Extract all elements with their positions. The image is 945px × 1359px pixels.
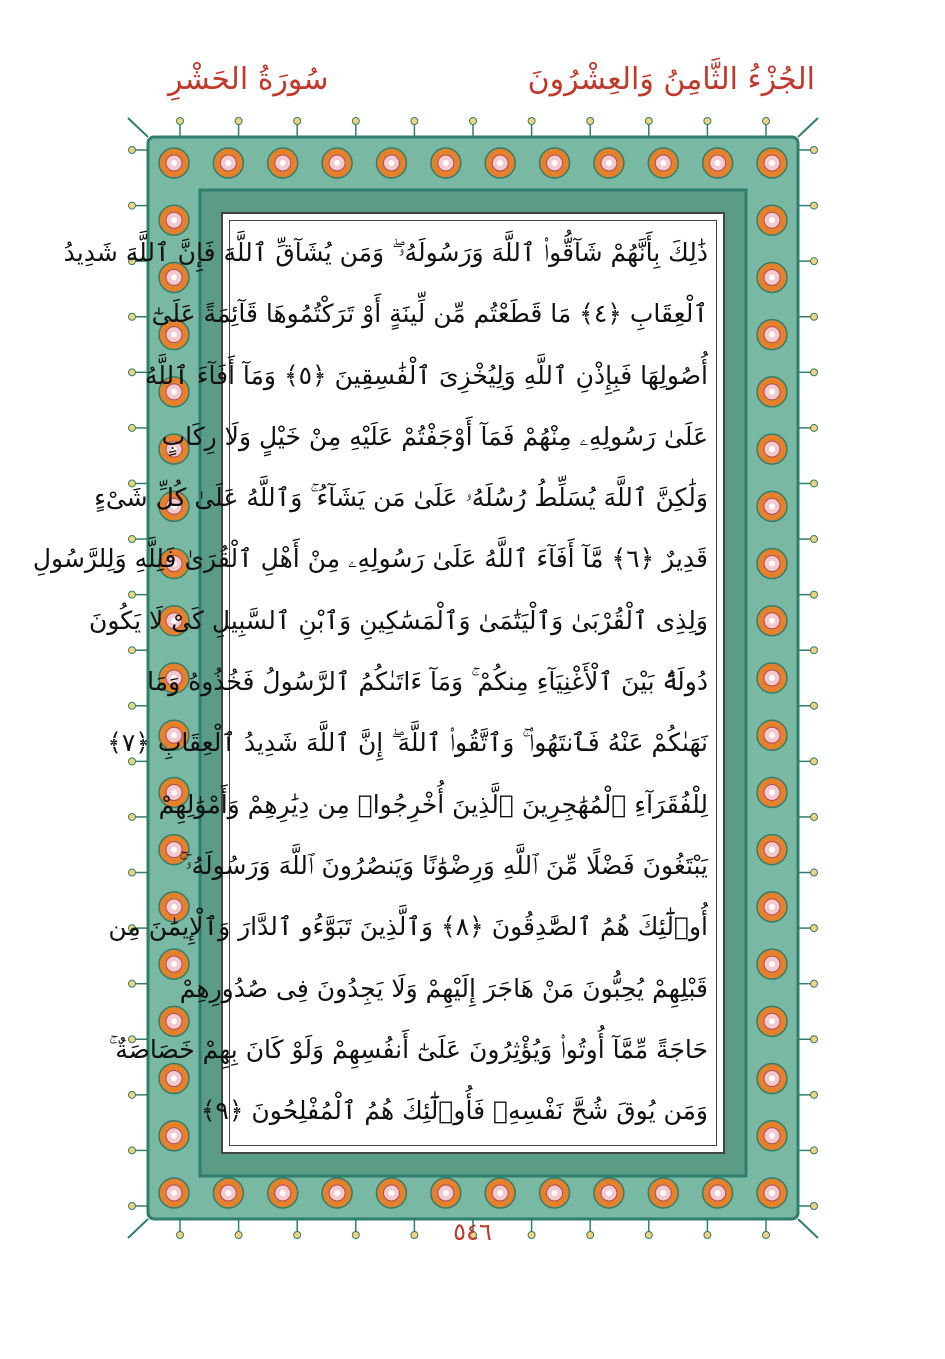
finial-icon	[235, 118, 242, 138]
finial-icon	[763, 118, 770, 138]
finial-icon	[129, 147, 149, 154]
text-line: عَلَىٰ رَسُولِهِۦ مِنْهُمْ فَمَآ أَوْجَفْتُمْ عَلَيْهِ مِنْ خَيْلٍ وَلَا رِكَابٍ	[161, 421, 708, 451]
border-motif-icon	[322, 148, 352, 178]
border-motif-icon	[757, 892, 787, 922]
border-motif-icon	[757, 663, 787, 693]
finial-icon	[129, 202, 149, 209]
border-motif-icon	[757, 377, 787, 407]
text-line: يَبْتَغُونَ فَضْلًا مِّنَ ٱللَّهِ وَرِضْوَٰنًا وَيَنصُرُونَ ٱللَّهَ وَرَسُولَهُۥٓ ۚ	[179, 850, 708, 880]
border-motif-icon	[757, 1006, 787, 1036]
border-motif-icon	[703, 1178, 733, 1208]
border-motif-icon	[757, 320, 787, 350]
finial-icon	[798, 758, 818, 765]
border-motif-icon	[268, 148, 298, 178]
finial-icon	[798, 480, 818, 487]
border-motif-icon	[757, 434, 787, 464]
border-motif-icon	[540, 148, 570, 178]
border-motif-icon	[540, 1178, 570, 1208]
text-line: قَدِيرٌ ﴿٦﴾ مَّآ أَفَآءَ ٱللَّهُ عَلَىٰ رَسُولِهِۦ مِنْ أَهْلِ ٱلْقُرَىٰ فَلِلَّهِ وَلِلرَّسُولِ	[32, 544, 708, 574]
finial-icon	[129, 980, 149, 987]
border-motif-icon	[757, 491, 787, 521]
quran-text	[32, 222, 708, 1141]
finial-icon	[129, 869, 149, 876]
border-motif-icon	[757, 262, 787, 292]
finial-icon	[798, 424, 818, 431]
border-motif-icon	[322, 1178, 352, 1208]
border-motif-icon	[757, 777, 787, 807]
corner-tip-icon	[128, 118, 148, 137]
finial-icon	[798, 536, 818, 543]
border-motif-icon	[648, 1178, 678, 1208]
border-motif-icon	[485, 1178, 515, 1208]
finial-icon	[798, 647, 818, 654]
finial-icon	[798, 702, 818, 709]
finial-icon	[645, 118, 652, 138]
text-line: وَمَن يُوقَ شُحَّ نَفْسِهِۦ فَأُو۟لَٰٓئِكَ هُمُ ٱلْمُفْلِحُونَ ﴿٩﴾	[200, 1096, 708, 1126]
border-motif-icon	[703, 148, 733, 178]
finial-icon	[352, 118, 359, 138]
finial-icon	[129, 702, 149, 709]
finial-icon	[798, 980, 818, 987]
juz-title: الجُزْءُ الثَّامِنُ وَالعِشْرُونَ	[527, 62, 815, 97]
finial-icon	[798, 1203, 818, 1210]
finial-icon	[798, 369, 818, 376]
border-motif-icon	[213, 148, 243, 178]
text-line: ذَٰلِكَ بِأَنَّهُمْ شَآقُّوا۟ ٱللَّهَ وَرَسُولَهُۥ ۖ وَمَن يُشَآقِّ ٱللَّهَ فَإِنَّ ٱللَّهَ شَدِيدُ	[63, 238, 708, 267]
finial-icon	[798, 147, 818, 154]
finial-icon	[470, 118, 477, 138]
finial-icon	[798, 202, 818, 209]
border-motif-icon	[757, 720, 787, 750]
border-motif-icon	[757, 949, 787, 979]
border-motif-icon	[376, 148, 406, 178]
border-motif-icon	[431, 148, 461, 178]
finial-icon	[587, 118, 594, 138]
border-motif-icon	[431, 1178, 461, 1208]
border-motif-icon	[485, 148, 515, 178]
text-line: حَاجَةً مِّمَّآ أُوتُوا۟ وَيُؤْثِرُونَ عَلَىٰٓ أَنفُسِهِمْ وَلَوْ كَانَ بِهِمْ خَصَاصَةٌ ۚ	[109, 1034, 708, 1064]
border-motif-icon	[268, 1178, 298, 1208]
finial-icon	[704, 118, 711, 138]
finial-icon	[129, 1147, 149, 1154]
finial-icon	[177, 118, 184, 138]
surah-title: سُورَةُ الحَشْرِ	[168, 62, 329, 97]
finial-icon	[129, 424, 149, 431]
border-motif-icon	[757, 1064, 787, 1094]
border-motif-icon	[757, 1121, 787, 1151]
text-line: أُصُولِهَا فَبِإِذْنِ ٱللَّهِ وَلِيُخْزِىَ ٱلْفَٰسِقِينَ ﴿٥﴾ وَمَآ أَفَآءَ ٱللَّهُ	[144, 360, 708, 390]
text-line: دُولَةًۢ بَيْنَ ٱلْأَغْنِيَآءِ مِنكُمْ ۚ وَمَآ ءَاتَىٰكُمُ ٱلرَّسُولُ فَخُذُوهُ وَمَا	[147, 667, 708, 697]
finial-icon	[798, 591, 818, 598]
border-motif-icon	[159, 1121, 189, 1151]
border-motif-icon	[376, 1178, 406, 1208]
text-line: لِلْفُقَرَآءِ ٱلْمُهَٰجِرِينَ ٱلَّذِينَ أُخْرِجُوا۟ مِن دِيَٰرِهِمْ وَأَمْوَٰلِهِمْ	[158, 789, 708, 819]
border-motif-icon	[757, 549, 787, 579]
finial-icon	[798, 1036, 818, 1043]
text-line: أُو۟لَٰٓئِكَ هُمُ ٱلصَّٰدِقُونَ ﴿٨﴾ وَٱلَّذِينَ تَبَوَّءُو ٱلدَّارَ وَٱلْإِيمَٰنَ مِن	[108, 912, 708, 942]
border-motif-icon	[594, 1178, 624, 1208]
text-line: وَلَٰكِنَّ ٱللَّهَ يُسَلِّطُ رُسُلَهُۥ عَلَىٰ مَن يَشَآءُ ۚ وَٱللَّهُ عَلَىٰ كُلِّ شَىْءٍ	[94, 483, 708, 513]
border-motif-icon	[648, 148, 678, 178]
border-motif-icon	[757, 1178, 787, 1208]
finial-icon	[129, 313, 149, 320]
border-motif-icon	[757, 148, 787, 178]
finial-icon	[798, 1147, 818, 1154]
finial-icon	[129, 813, 149, 820]
finial-icon	[798, 869, 818, 876]
finial-icon	[798, 925, 818, 932]
finial-icon	[528, 118, 535, 138]
border-motif-icon	[159, 148, 189, 178]
text-line: قَبْلِهِمْ يُحِبُّونَ مَنْ هَاجَرَ إِلَيْهِمْ وَلَا يَجِدُونَ فِى صُدُورِهِمْ	[179, 973, 708, 1003]
text-line: ٱلْعِقَابِ ﴿٤﴾ مَا قَطَعْتُم مِّن لِّينَةٍ أَوْ تَرَكْتُمُوهَا قَآئِمَةً عَلَىٰٓ	[151, 299, 708, 329]
finial-icon	[798, 813, 818, 820]
finial-icon	[294, 118, 301, 138]
finial-icon	[798, 1091, 818, 1098]
border-motif-icon	[757, 606, 787, 636]
text-line: وَلِذِى ٱلْقُرْبَىٰ وَٱلْيَتَٰمَىٰ وَٱلْمَسَٰكِينِ وَٱبْنِ ٱلسَّبِيلِ كَىْ لَا يَكُونَ	[89, 605, 708, 635]
finial-icon	[129, 1091, 149, 1098]
finial-icon	[798, 258, 818, 265]
border-motif-icon	[757, 205, 787, 235]
finial-icon	[798, 313, 818, 320]
text-line: نَهَىٰكُمْ عَنْهُ فَٱنتَهُوا۟ ۚ وَٱتَّقُوا۟ ٱللَّهَ ۖ إِنَّ ٱللَّهَ شَدِيدُ ٱلْعِقَابِ ﴿٧﴾	[107, 728, 708, 758]
border-motif-icon	[159, 1178, 189, 1208]
finial-icon	[411, 118, 418, 138]
right-finials	[798, 147, 818, 1210]
border-motif-icon	[213, 1178, 243, 1208]
corner-tip-icon	[798, 118, 818, 137]
border-motif-icon	[757, 835, 787, 865]
top-finials	[177, 118, 770, 138]
border-motif-icon	[594, 148, 624, 178]
finial-icon	[129, 1203, 149, 1210]
page-number: ٥٤٦	[453, 1218, 492, 1246]
